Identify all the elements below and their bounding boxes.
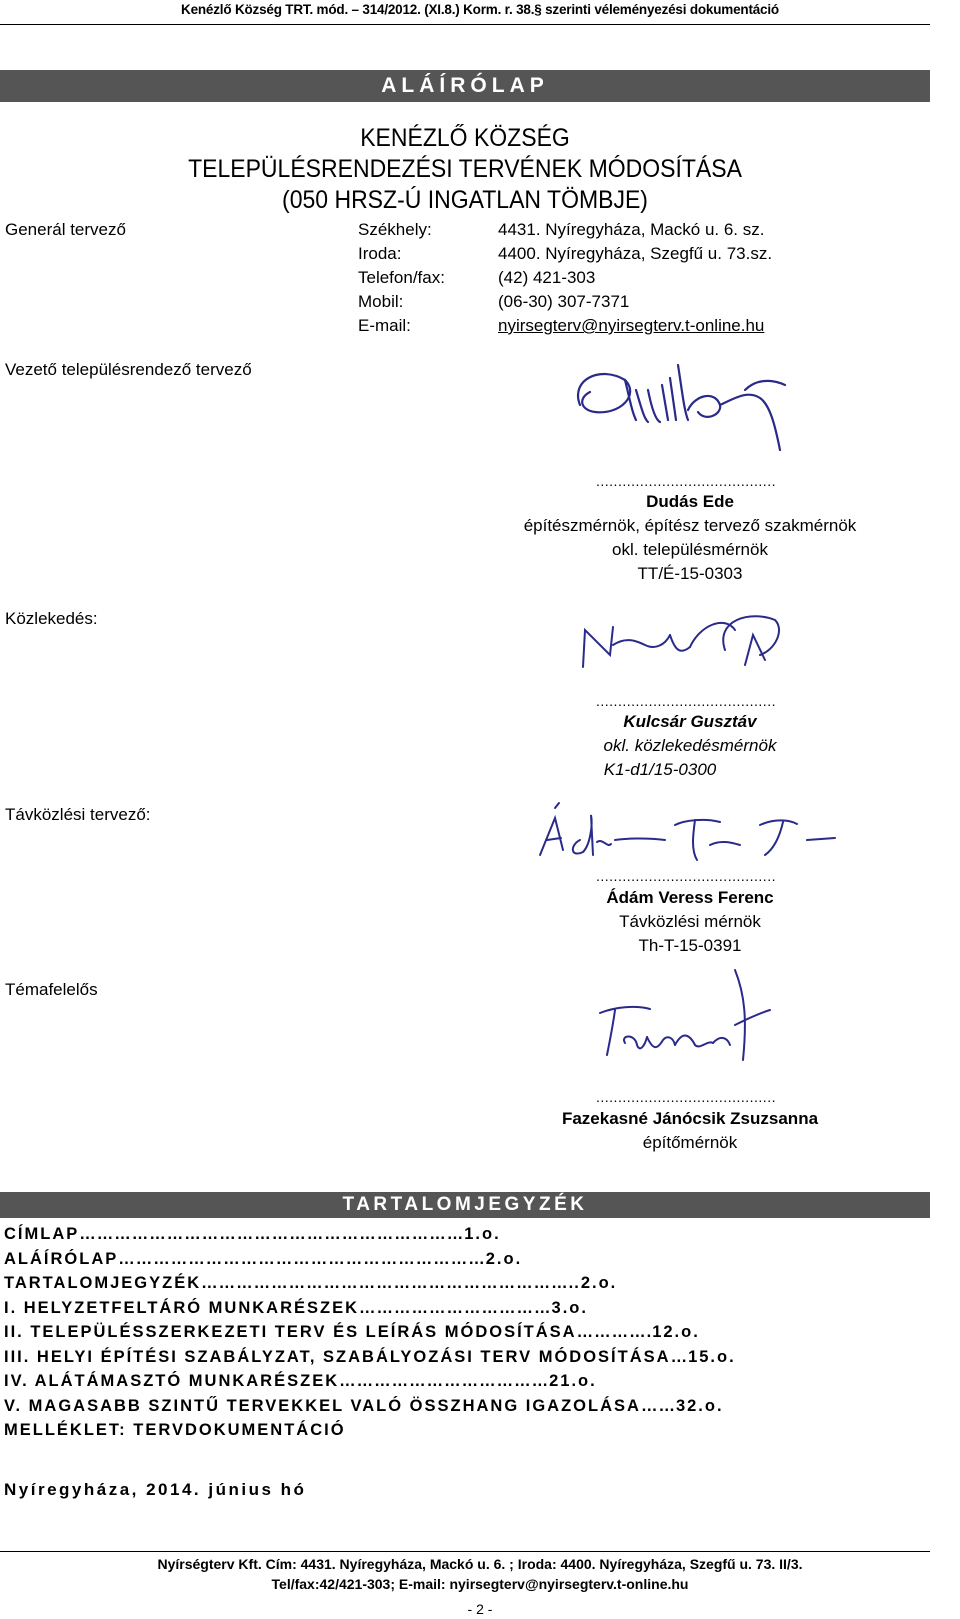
signer-role-telecom: Távközlési tervező:	[5, 805, 151, 824]
signature-page-bar: ALÁÍRÓLAP	[0, 70, 930, 102]
page-number: - 2 -	[467, 1601, 493, 1617]
toc-item[interactable]	[4, 1369, 930, 1394]
toc-item[interactable]	[4, 1345, 930, 1370]
signature-adam-veress-ferenc	[535, 800, 840, 870]
toc-item-leader: ………………………………………………………	[118, 1249, 486, 1268]
signature-dudas-ede	[570, 350, 815, 460]
signer-title-kulcsar-1: okl. közlekedésmérnök	[603, 736, 777, 755]
signer-title-kulcsar-2: K1-d1/15-0300	[603, 760, 717, 779]
footer-address: Nyírségterv Kft. Cím: 4431. Nyíregyháza, Mackó u. 6. ; Iroda: 4400. Nyíregyháza, Szegfű u. 73. II/3.	[157, 1556, 803, 1572]
signer-title-dudas-1: építészmérnök, építész tervező szakmérnök	[523, 516, 857, 535]
toc-item[interactable]	[4, 1296, 930, 1321]
signature-line-adam: .........................................	[596, 868, 776, 884]
toc-item-leader: ………….	[576, 1323, 653, 1341]
toc-item[interactable]	[4, 1418, 930, 1443]
place-date: Nyíregyháza, 2014. június hó	[4, 1480, 307, 1499]
signer-title-dudas-3: TT/É-15-0303	[637, 564, 743, 583]
signer-title-fazekasne-1: építőmérnök	[642, 1133, 738, 1152]
toc-bar: TARTALOMJEGYZÉK	[0, 1192, 930, 1218]
toc-item-page: 3.o.	[551, 1298, 588, 1317]
toc-item-page: 15.o.	[688, 1347, 736, 1366]
toc-item-title: I. HELYZETFELTÁRÓ MUNKARÉSZEK	[4, 1298, 360, 1317]
toc-item-leader: …	[670, 1347, 689, 1366]
office-value-mobile: (06-30) 307-7371	[498, 292, 630, 311]
signer-name-dudas: Dudás Ede	[646, 492, 734, 511]
signer-name-adam: Ádám Veress Ferenc	[606, 888, 774, 907]
signature-line-kulcsar: .........................................	[596, 693, 776, 709]
page-title-line-1: KENÉZLŐ KÖZSÉG	[360, 124, 570, 152]
toc-item-page: 32.o.	[675, 1396, 724, 1415]
signer-title-dudas-2: okl. településmérnök	[612, 540, 768, 559]
document-header: Kenézlő Község TRT. mód. – 314/2012. (XI.8.) Korm. r. 38.§ szerinti véleményezési dokumentáció	[181, 2, 779, 17]
toc-item-title: ALÁÍRÓLAP	[4, 1249, 119, 1268]
general-designer-label: Generál tervező	[5, 220, 126, 239]
office-value-headquarters: 4431. Nyíregyháza, Mackó u. 6. sz.	[498, 220, 765, 239]
toc-item-title: MELLÉKLET: TERVDOKUMENTÁCIÓ	[4, 1421, 346, 1439]
signature-kulcsar-gusztav	[575, 605, 790, 675]
page-title-line-3: (050 HRSZ-Ú INGATLAN TÖMBJE)	[282, 186, 648, 214]
toc-item[interactable]	[4, 1222, 930, 1247]
toc-item-title: CÍMLAP	[4, 1225, 80, 1243]
signature-line-dudas: .........................................	[596, 473, 776, 489]
signature-line-fazekasne: .........................................	[596, 1089, 776, 1105]
signer-role-responsible: Témafelelős	[5, 980, 98, 999]
signer-name-kulcsar: Kulcsár Gusztáv	[623, 712, 757, 731]
toc-item-title: TARTALOMJEGYZÉK	[4, 1274, 202, 1292]
toc-item-page: 12.o.	[652, 1323, 700, 1341]
office-key-email: E-mail:	[358, 316, 411, 335]
signer-title-adam-1: Távközlési mérnök	[619, 912, 761, 931]
toc-item-page: 2.o.	[485, 1249, 523, 1268]
toc-item-title: II. TELEPÜLÉSSZERKEZETI TERV ÉS LEÍRÁS MÓDOSÍTÁSA	[4, 1323, 577, 1341]
toc-item-page: 21.o.	[549, 1372, 597, 1390]
signer-title-adam-2: Th-T-15-0391	[638, 936, 742, 955]
toc-item-title: V. MAGASABB SZINTŰ TERVEKKEL VALÓ ÖSSZHANG IGAZOLÁSA	[4, 1396, 641, 1415]
signature-fazekasne	[595, 965, 785, 1070]
toc-item-page: .2.o.	[574, 1274, 618, 1292]
header-divider	[0, 24, 930, 25]
office-key-mobile: Mobil:	[358, 292, 404, 311]
toc-item-title: IV. ALÁTÁMASZTÓ MUNKARÉSZEK	[4, 1372, 340, 1390]
signer-name-fazekasne: Fazekasné Jánócsik Zsuzsanna	[561, 1109, 819, 1128]
toc-item-leader: ……………………………	[359, 1298, 552, 1317]
table-of-contents	[4, 1222, 930, 1443]
signer-role-transport: Közlekedés:	[5, 609, 98, 628]
toc-item-title: III. HELYI ÉPÍTÉSI SZABÁLYZAT, SZABÁLYOZÁSI TERV MÓDOSÍTÁSA	[4, 1347, 671, 1366]
toc-item[interactable]	[4, 1271, 930, 1296]
toc-item-leader: …………………………………………………………	[79, 1225, 465, 1243]
footer-contact: Tel/fax:42/421-303; E-mail: nyirsegterv@nyirsegterv.t-online.hu	[271, 1576, 689, 1592]
office-key-headquarters: Székhely:	[358, 220, 432, 239]
office-value-office: 4400. Nyíregyháza, Szegfű u. 73.sz.	[498, 244, 773, 263]
toc-item-leader: ……………………………………………………….	[201, 1274, 575, 1292]
toc-item-leader: ………………………………	[339, 1372, 550, 1390]
office-email-link[interactable]: nyirsegterv@nyirsegterv.t-online.hu	[498, 316, 765, 335]
page-title-line-2: TELEPÜLÉSRENDEZÉSI TERVÉNEK MÓDOSÍTÁSA	[188, 155, 742, 183]
signer-role-lead-planner: Vezető településrendező tervező	[5, 360, 252, 379]
toc-item-leader: ……	[640, 1396, 676, 1415]
office-key-phone: Telefon/fax:	[358, 268, 445, 287]
office-value-phone: (42) 421-303	[498, 268, 596, 287]
toc-item[interactable]	[4, 1247, 930, 1272]
office-key-office: Iroda:	[358, 244, 402, 263]
toc-item[interactable]	[4, 1320, 930, 1345]
toc-item-page: 1.o.	[464, 1225, 501, 1243]
toc-item[interactable]	[4, 1394, 930, 1419]
footer-divider	[0, 1551, 930, 1552]
